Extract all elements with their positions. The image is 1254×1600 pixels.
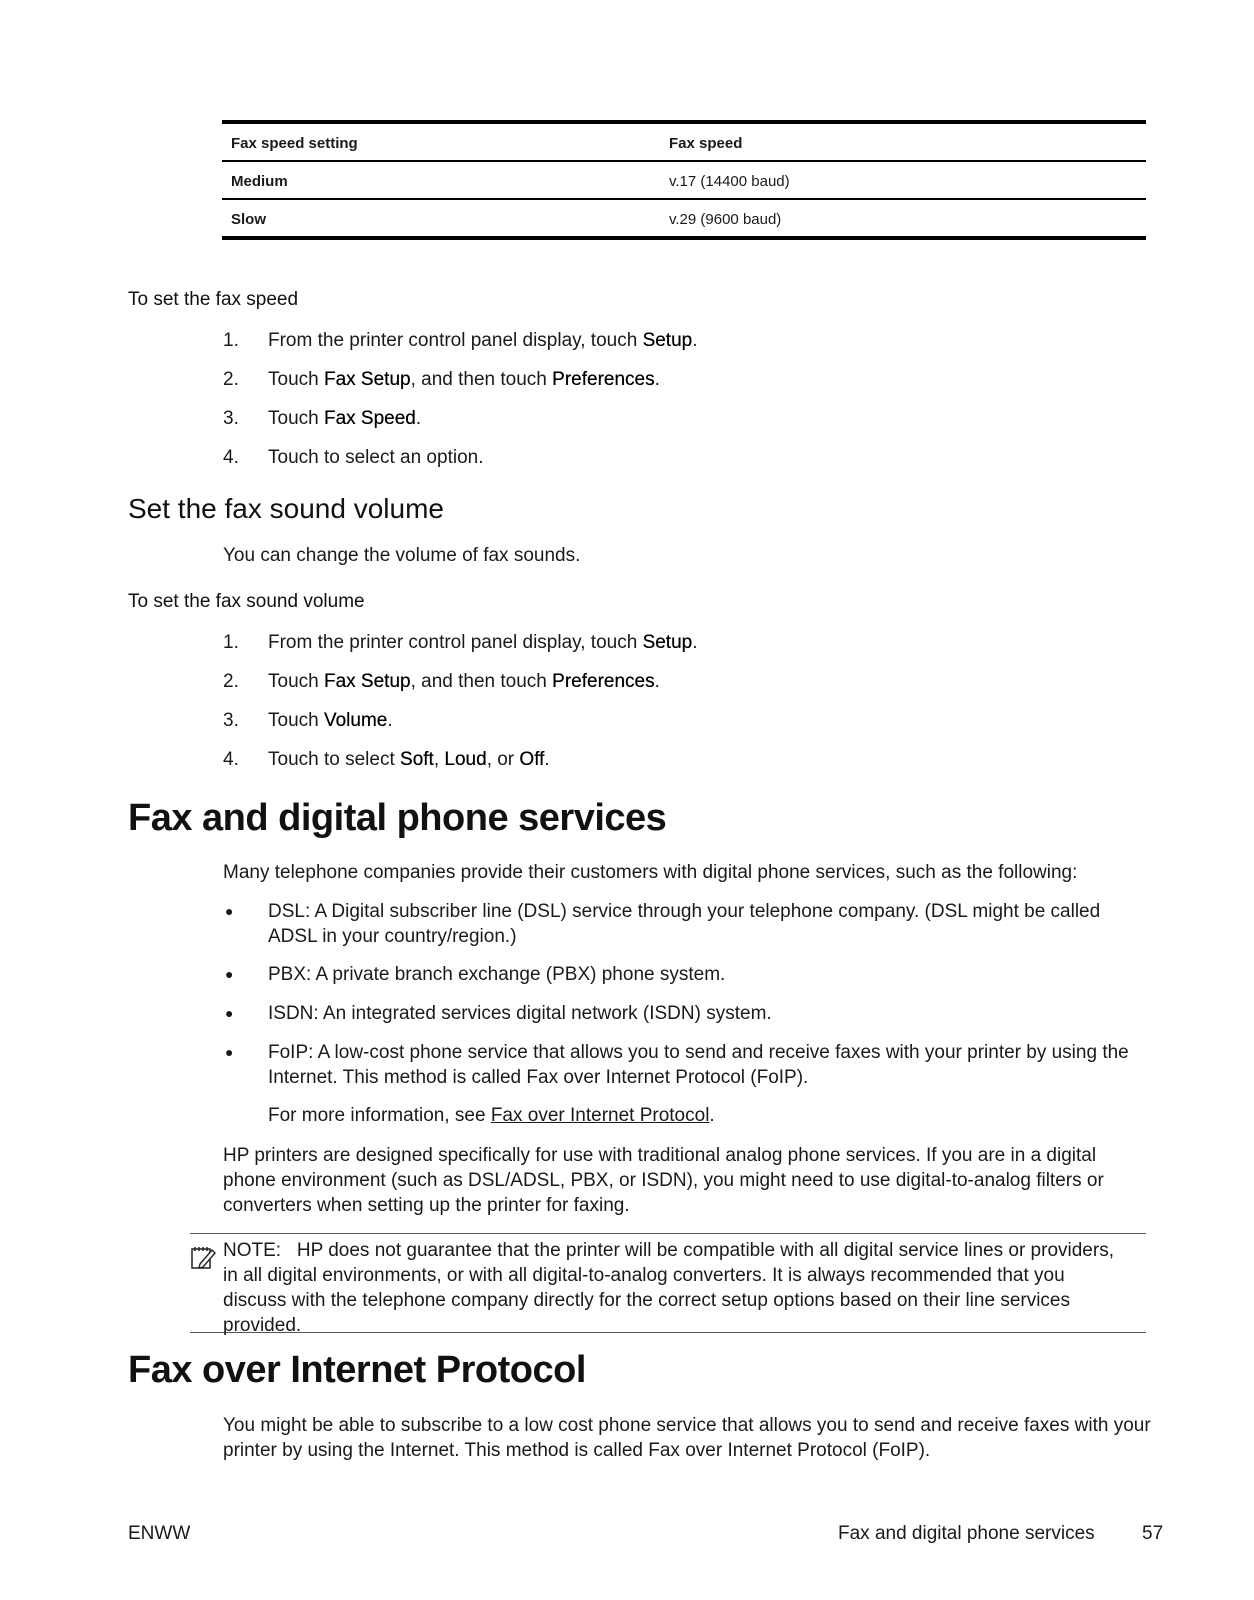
note-icon — [190, 1244, 216, 1270]
paragraph: You might be able to subscribe to a low cost phone service that allows you to send and receive faxes with your printer by using the Internet. This method is called Fax over Internet Protocol (FoIP). — [223, 1415, 1151, 1461]
keyword: Volume — [323, 710, 388, 731]
table-row — [222, 162, 1146, 198]
table-header-cell: Fax speed setting — [231, 135, 358, 152]
table-row — [222, 200, 1146, 236]
bullet-icon: ● — [225, 903, 234, 919]
keyword: Fax Setup — [323, 369, 411, 390]
keyword: Preferences — [552, 369, 655, 390]
keyword: Soft — [400, 749, 434, 770]
keyword: Setup — [642, 330, 693, 351]
note-text: NOTE: HP does not guarantee that the printer will be compatible with all digital service lines or providers, in all digital environments, or with all digital-to-analog converters. It is always recommended that you discuss with the telephone company directly for the correct setup options based on their line services provided. — [223, 1240, 1114, 1336]
subheading-sound-volume: To set the fax sound volume — [128, 591, 365, 612]
table-cell: v.17 (14400 baud) — [669, 173, 790, 190]
chapter-heading-foip: Fax over Internet Protocol — [128, 1349, 586, 1391]
subheading-fax-speed: To set the fax speed — [128, 289, 299, 310]
paragraph: You can change the volume of fax sounds. — [223, 545, 581, 566]
paragraph: HP printers are designed specifically for use with traditional analog phone services. If you are in a digital phone environment (such as DSL/ADSL, PBX, or ISDN), you might need to use digital-to-analog filters or converters when setting up the printer for faxing. — [223, 1145, 1104, 1216]
table-cell: Medium — [231, 173, 288, 190]
keyword: Loud — [444, 749, 487, 770]
bullet-icon: ● — [225, 1044, 234, 1060]
bullet-icon: ● — [225, 966, 234, 982]
table-header-cell: Fax speed — [669, 135, 743, 152]
footer-section: Fax and digital phone services — [838, 1523, 1095, 1544]
keyword: Off — [519, 749, 545, 770]
chapter-heading-digital-services: Fax and digital phone services — [128, 797, 667, 839]
keyword: Preferences — [552, 671, 655, 692]
keyword: Setup — [642, 632, 693, 653]
table-cell: Slow — [231, 211, 267, 228]
note-box — [190, 1233, 1146, 1336]
keyword: Fax Setup — [323, 671, 411, 692]
table-header-row — [222, 124, 1146, 160]
keyword: Fax Speed — [323, 408, 416, 429]
table-bottom-rule — [222, 236, 1146, 240]
table-cell: v.29 (9600 baud) — [669, 211, 782, 228]
note-label: NOTE: — [223, 1240, 282, 1261]
more-info-line: For more information, see Fax over Internet Protocol. — [268, 1105, 715, 1126]
bullet-icon: ● — [225, 1005, 234, 1021]
paragraph: Many telephone companies provide their customers with digital phone services, such as the following: — [223, 862, 1078, 883]
page-number: 57 — [1142, 1523, 1164, 1544]
section-heading-sound-volume: Set the fax sound volume — [128, 493, 444, 524]
link-fax-over-internet-protocol[interactable]: Fax over Internet Protocol — [490, 1105, 710, 1126]
footer-left: ENWW — [128, 1523, 191, 1544]
fax-speed-table — [222, 120, 1146, 240]
